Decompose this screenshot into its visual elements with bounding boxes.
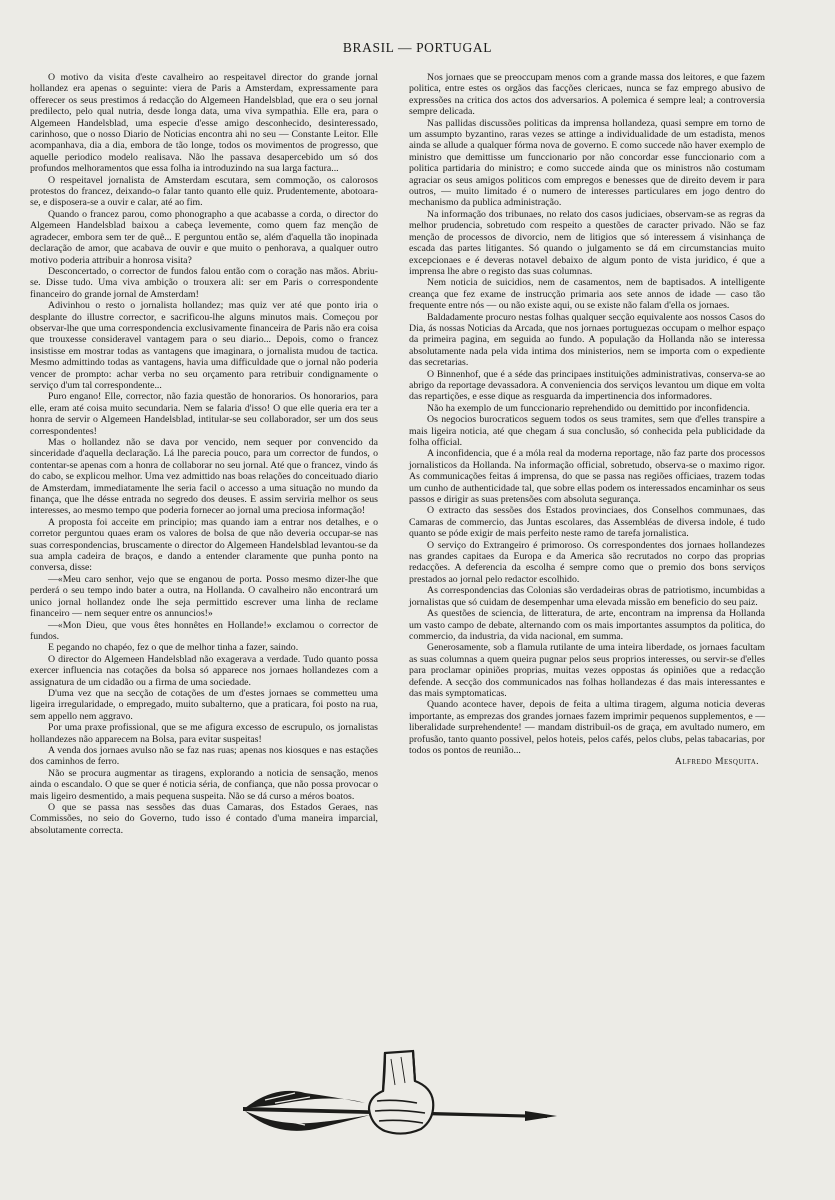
paragraph: E pegando no chapéo, fez o que de melhor tinha a fazer, saindo. <box>48 642 299 654</box>
paragraph: Quando o francez parou, como phonographo a que acabasse a corda, o director do Algemeen Handelsblad baixou a cabeça levemente, como quem faz menção de agradecer, embora sem ter de quê... E perguntou então se, além d'aquella tão inopinada declaração de amor, que acabava de ouvir e que muito o penhorava, a qualquer outro motivo poderia attribuir a honrosa visita? <box>30 208 378 266</box>
paragraph: O motivo da visita d'este cavalheiro ao respeitavel director do grande jornal hollandez era apenas o seguinte: viera de Paris a Amsterdam, expressamente para offerecer os seus prestimos á redacção do Algemeen Handelsblad, que era o seu jornal predilecto, pelo qual nutria, desde longa data, uma viva sympathia. Elle era, para o Algemeen Handelsblad, uma especie d'esse amigo desconhecido, desinteressado, carinhoso, que o nosso Diario de Noticias encontra ahi no seu — Constante Leitor. Elle acompanhava, dia a dia, embora de tão longe, todos os movimentos de progresso, que aquelle periodico modelo realisava. Não lhe passava desapercebido um só dos profundos melhoramentos que essa folha ia introduzindo na sua larga factura... <box>30 72 378 175</box>
paragraph: O que se passa nas sessões das duas Camaras, dos Estados Geraes, nas Commissões, no seio do Governo, tudo isso é contado d'uma maneira imparcial, absolutamente correcta. <box>30 802 378 836</box>
paragraph: Mas o hollandez não se dava por vencido, nem sequer por convencido da sinceridade d'aquella declaração. Lá lhe parecia pouco, para um corrector de fundos, o contentar-se apenas com a honra de collaborar no seu jornal. Até que o francez, vindo ás do cabo, se explicou melhor. Uma vez admittido nas boas relações do conceituado diario de Amsterdam, immediatamente lhe seria facil o accesso a uma situação no mundo da finança, que lhe désse entrada no segredo dos deuses. E assim serviria melhor os seus interesses, ao mesmo tempo que poderia fornecer ao jornal uma preciosa informação! <box>30 437 378 517</box>
paragraph: Generosamente, sob a flamula rutilante de uma inteira liberdade, os jornaes facultam as suas columnas a quem queira pugnar pelos seus proprios interesses, ou servir-se d'elles para proclamar opiniões proprias, muitas vezes oppostas ás opiniões que a redacção defende. A secção dos communicados nas folhas hollandezas é das mais interessantes e das mais symptomaticas. <box>409 642 765 699</box>
paragraph: O respeitavel jornalista de Amsterdam escutara, sem commoção, os calorosos protestos do francez, deixando-o falar tanto quanto elle quiz. Prudentemente, abotoara-se, e disposera-se a ouvir e calar, até ao fim. <box>30 174 378 209</box>
page-header: BRASIL — PORTUGAL <box>342 40 493 55</box>
paragraph: O serviço do Extrangeiro é primoroso. Os correspondentes dos jornaes hollandezes nas grandes capitaes da Europa e da America são recrutados no corpo das proprias redacções. A deferencia da escolha é sempre como que o premio dos bons serviços prestados ao jornal pelo redactor escolhido. <box>409 539 765 585</box>
paragraph: O extracto das sessões dos Estados provinciaes, dos Conselhos communaes, das Camaras de commercio, das Juntas escolares, das Assembléas de diversa indole, é tudo quanto se póde exigir de mais perfeito neste ramo de tarefa jornalistica. <box>409 505 765 540</box>
paragraph: Os negocios burocraticos seguem todos os seus tramites, sem que d'elles transpire a mais ligeira noticia, até que chegam á sua conclusão, só conhecida pela publicidade da folha official. <box>409 414 765 448</box>
article-column-left <box>30 72 378 836</box>
paragraph: Desconcertado, o corrector de fundos falou então com o coração nas mãos. Abriu-se. Disse tudo. Uma viva ambição o trouxera ali: ser em Paris o correspondente financeiro do grande jornal de Amsterdam! <box>30 265 378 300</box>
paragraph: —«Meu caro senhor, vejo que se enganou de porta. Posso mesmo dizer-lhe que perderá o seu tempo indo bater a outra, na Hollanda. O cavalheiro não encontrará um unico jornal hollandez onde lhe seja permittido escrever uma linha de reclame financeiro — nem sequer entre os annuncios!» <box>30 573 378 620</box>
paragraph: Não ha exemplo de um funccionario reprehendido ou demittido por inconfidencia. <box>427 402 750 414</box>
author-signature: Alfredo Mesquita. <box>674 756 759 768</box>
paragraph: Adivinhou o resto o jornalista hollandez; mas quiz ver até que ponto iria o desplante do illustre corrector, e sacrificou-lhe alguns minutos mais. Começou por observar-lhe que uma correspondencia exclusivamente financeira de Paris não era coisa que trouxesse consideravel vantagem para o seu diario... Depois, como o francez insistisse em mostrar todas as vantagens que imaginara, o jornalista mudou de tactica. Mesmo admittindo todas as vantagens, havia uma difficuldade que o jornal não poderia vencer de prompto: achar verba no seu orçamento para retribuir condignamente o serviço d'um tal correspondente... <box>30 300 378 391</box>
paragraph: Baldadamente procuro nestas folhas qualquer secção equivalente aos nossos Casos do Dia, ás nossas Noticias da Arcada, que nos jornaes portuguezas occupam o melhor espaço da primeira pagina, em seguida ao fundo. A população da Hollanda não se interessa absolutamente nada pela vida intima dos ministerios, nem se importa com o expediente das secretarias. <box>409 311 765 369</box>
paragraph: As questões de sciencia, de litteratura, de arte, encontram na imprensa da Hollanda um vasto campo de debate, alternando com os mais importantes assumptos da politica, do commercio, da industria, da vida nacional, em summa. <box>409 608 765 642</box>
paragraph: A venda dos jornaes avulso não se faz nas ruas; apenas nos kiosques e nas estações dos caminhos de ferro. <box>30 744 378 768</box>
paragraph: Nem noticia de suicidios, nem de casamentos, nem de baptisados. A intelligente creança que fez exame de instrucção primaria aos sete annos de idade — caso tão frequente entre nós — ou não existe aqui, ou se existe não falam d'ella os jornaes. <box>409 277 765 312</box>
paragraph: Quando acontece haver, depois de feita a ultima tiragem, alguma noticia deveras importante, as emprezas dos grandes jornaes fazem imprimir pequenos supplementos, e — liberalidade surprehendente! — mandam distribuil-os de graça, em avultado numero, em profusão, tanto quanto possivel, pelos hoteis, pelos cafés, pelos clubs, pelas tabacarias, por todos os pontos de reunião... <box>409 699 765 756</box>
paragraph: Puro engano! Elle, corrector, não fazia questão de honorarios. Os honorarios, para elle, eram até coisa muito secundaria. Nem se falaria d'isso! O que elle queria era ter a honra de servir o Algemeen Handelsblad, intitular-se seu collaborador, ser um dos seus correspondentes! <box>30 391 378 437</box>
article-column-right <box>409 72 765 768</box>
hand-holding-quill-ornament-icon <box>235 1045 560 1145</box>
paragraph: Não se procura augmentar as tiragens, explorando a noticia de sensação, menos ainda o escandalo. O que se quer é noticia séria, de confiança, que não possa provocar o mais ligeiro desmentido, a mais pequena suspeita. Não se dá curso a méros boatos. <box>30 767 378 802</box>
paragraph: Por uma praxe profissional, que se me afigura excesso de escrupulo, os jornalistas hollandezes não apparecem na Bolsa, para evitar suspeitas! <box>30 722 378 745</box>
paragraph: A inconfidencia, que é a móla real da moderna reportage, não faz parte dos processos jornalisticos da Hollanda. Na informação official, sobretudo, observa-se o maximo rigor. As communicações feitas á imprensa, do que se passa nas regiões officiaes, trazem todas um cunho de authenticidade tal, que sobre ellas podem os interessados encaminhar os seus passos e dirigir as suas pretensões com absoluta segurança. <box>409 448 765 506</box>
paragraph: A proposta foi acceite em principio; mas quando iam a entrar nos detalhes, e o corretor perguntou quaes eram os valores de bolsa de que não deveria occupar-se nas suas correspondencias, bruscamente o director do Algemeen Handelsblad levantou-se da sua ampla cadeira de braços, e dando a entender claramente que punha ponto na conversa, disse: <box>30 516 378 574</box>
paragraph: —«Mon Dieu, que vous êtes honnêtes en Hollande!» exclamou o corrector de fundos. <box>30 619 378 642</box>
paragraph: Nos jornaes que se preoccupam menos com a grande massa dos leitores, e que fazem politica, entre estes os orgãos das facções clericaes, nunca se faz emprego abusivo de expressões na critica dos actos dos adversarios. A polemica é sempre leal; a controversia sempre delicada. <box>409 72 765 118</box>
paragraph: O Binnenhof, que é a séde das principaes instituições administrativas, conserva-se ao abrigo da reportage devassadora. A conveniencia dos serviços levantou um dique em volta das repartições, e esse dique as resguarda da impertinencia dos informadores. <box>409 368 765 403</box>
paragraph: As correspondencias das Colonias são verdadeiras obras de patriotismo, incumbidas a jornalistas que só cuidam de desempenhar uma elevada missão em beneficio do seu paiz. <box>409 585 765 608</box>
paragraph: Na informação dos tribunaes, no relato dos casos judiciaes, observam-se as regras da melhor prudencia, sobretudo com respeito a questões de caracter privado. Não se faz menção de processos de divorcio, nem de litigios que só interessem á visinhança de escada das partes litigantes. Só quando o julgamento se dá em circumstancias muito excepcionaes e é deveras notavel debaixo de algum ponto de vista juridico, é que a imprensa lhe abre o registo das suas columnas. <box>409 208 765 277</box>
paragraph: D'uma vez que na secção de cotações de um d'estes jornaes se commetteu uma ligeira irregularidade, o empregado, muito subalterno, que a praticara, foi posto na rua, sem appello nem aggravo. <box>30 687 378 722</box>
paragraph: Nas pallidas discussões politicas da imprensa hollandeza, quasi sempre em torno de um assumpto byzantino, raras vezes se attinge a individualidade de um estadista, menos ainda se allude a qualquer fórma nova de governo. E como succede não haver exemplo de ministro que demittisse um funccionario por não concordar esse funccionario com a politica partidaria do ministro; e como succede ainda que os ministros não costumam agraciar os seus amigos politicos com empregos e benesses que de direito devem ir para outros, — muito limitado é o numero de interesses particulares em jogo dentro do mechanismo da publica administração. <box>409 117 765 209</box>
paragraph: O director do Algemeen Handelsblad não exagerava a verdade. Tudo quanto possa exercer influencia nas cotações da bolsa só apparece nos jornaes hollandezes com a assignatura de um cidadão ou a firma de uma sociedade. <box>30 653 378 688</box>
